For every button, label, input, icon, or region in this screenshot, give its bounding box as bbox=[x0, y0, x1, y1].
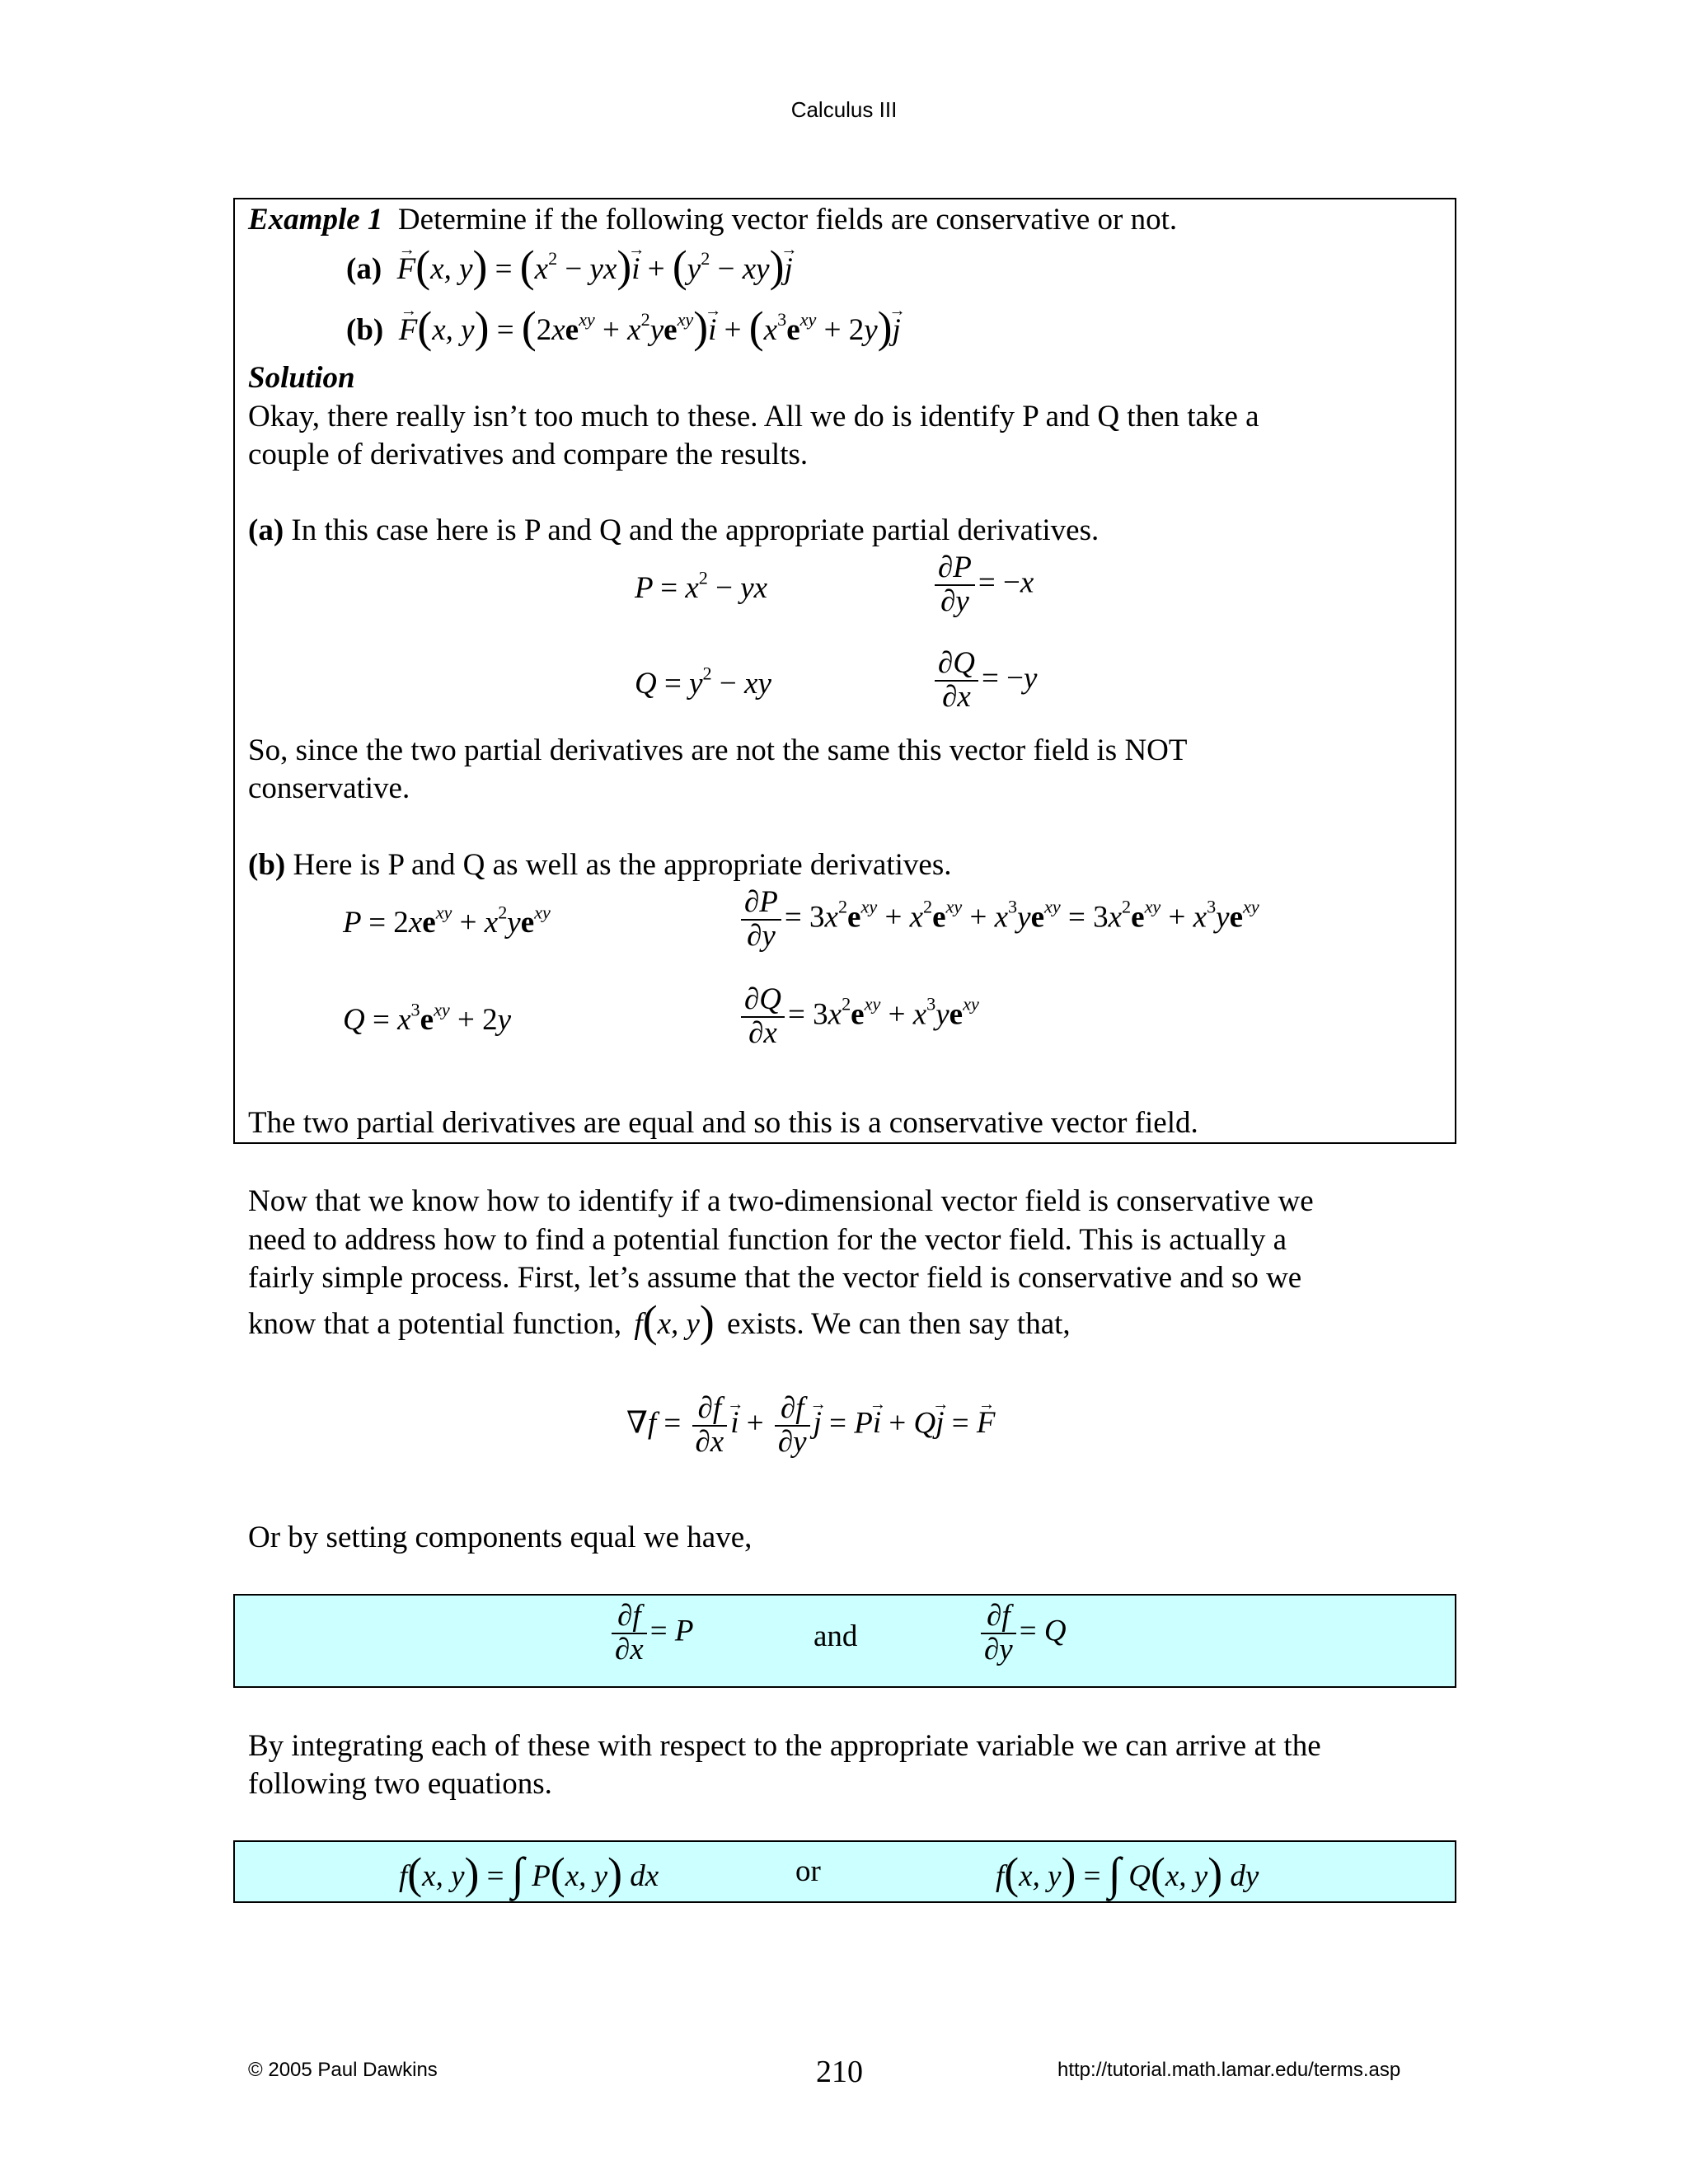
part-a-vector-field: (a) → F(x, $y) = (x^2 - yx)\to i + (y^2 - xy)\to j$ bbox=[346, 241, 793, 292]
part-a-P: $P = x^2$ − yx bbox=[635, 567, 768, 605]
part-a-conclusion-line2: conservative. bbox=[248, 771, 410, 805]
part-b-dPdy: $\frac{\partial P}{\partial y}$ = $3x^2e^{xy} + x^2e^{xy} + x^3ye^{xy} = 3x^2e^{xy} + x^3ye^{xy}$ bbox=[738, 887, 1259, 953]
df-dx-equals-P: $\frac{\partial f}{\partial x}$ = P bbox=[608, 1601, 693, 1666]
part-a-intro: (a) In this case here is P and Q and the appropriate partial derivatives. bbox=[248, 513, 1100, 547]
integral-Q: f(x, y) = ∫ Q(x, y) dy bbox=[996, 1849, 1259, 1900]
part-b-conclusion: The two partial derivatives are equal and so this is a conservative vector field. bbox=[248, 1106, 1198, 1140]
integral-P: f(x, y) = ∫ P(x, y) dx bbox=[399, 1849, 659, 1900]
part-a-Q: $Q = y^2$ − xy bbox=[635, 663, 771, 701]
part-b-Q: $Q = x^3e^{xy} + 2y$ bbox=[343, 999, 512, 1037]
page-header: Calculus III bbox=[790, 97, 898, 122]
footer-url[interactable]: http://tutorial.math.lamar.edu/terms.asp bbox=[1057, 2059, 1401, 2081]
and-word: and bbox=[814, 1619, 858, 1653]
part-a-dQdx: $\frac{\partial Q}{\partial x}$ = −y bbox=[931, 648, 1037, 714]
example-heading bbox=[248, 201, 1177, 239]
gradient-equation: ∇f = $\frac{\partial f}{\partial x}$ → i + $\frac{\partial f}{\partial y}$ → j = P→ i + Q→ j = → F bbox=[626, 1393, 996, 1459]
solution-intro-line1: Okay, there really isn’t too much to these. All we do is identify P and Q then take a bbox=[248, 400, 1259, 434]
example-label: Example 1 bbox=[248, 203, 383, 237]
part-a-conclusion-line1: So, since the two partial derivatives are not the same this vector field is NOT bbox=[248, 733, 1188, 767]
para1-line2: need to address how to find a potential function for the vector field. This is actually a bbox=[248, 1223, 1287, 1257]
part-b-intro: (b) Here is P and Q as well as the appropriate derivatives. bbox=[248, 848, 952, 882]
df-dy-equals-Q: $\frac{\partial f}{\partial y}$ = Q bbox=[978, 1601, 1067, 1666]
part-b-vector-field: (b) → F(x, $y) = (2xe^{xy} + x^2ye^{xy})\to i + (x^3e^{xy} + 2y)\to j$ bbox=[346, 302, 901, 353]
or-word: or bbox=[795, 1854, 821, 1888]
para3-line2: following two equations. bbox=[248, 1767, 552, 1801]
part-b-dQdx: $\frac{\partial Q}{\partial x}$ = $3x^2e^{xy} + x^3ye^{xy}$ bbox=[738, 984, 979, 1050]
para1-line3: fairly simple process. First, let’s assume that the vector field is conservative and so we bbox=[248, 1261, 1302, 1295]
footer-page-number: 210 bbox=[816, 2055, 863, 2089]
para1-line4: know that a potential function, f(x, y) exists. We can then say that, bbox=[248, 1296, 1071, 1346]
part-a-dPdy: $\frac{\partial P}{\partial y}$ = −x bbox=[931, 552, 1034, 618]
para3-line1: By integrating each of these with respect to the appropriate variable we can arrive at the bbox=[248, 1729, 1321, 1763]
para1-line1: Now that we know how to identify if a two-dimensional vector field is conservative we bbox=[248, 1184, 1314, 1218]
part-b-label: (b) bbox=[346, 312, 384, 347]
part-a-label: (a) bbox=[346, 251, 382, 286]
footer-copyright: © 2005 Paul Dawkins bbox=[248, 2059, 438, 2081]
para2: Or by setting components equal we have, bbox=[248, 1521, 753, 1554]
solution-label: Solution bbox=[248, 361, 355, 395]
part-b-P: $P = 2xe^{xy} + x^2ye^{xy}$ bbox=[343, 902, 551, 940]
example-prompt: Determine if the following vector fields are conservative or not. bbox=[397, 203, 1178, 237]
solution-intro-line2: couple of derivatives and compare the results. bbox=[248, 438, 809, 471]
